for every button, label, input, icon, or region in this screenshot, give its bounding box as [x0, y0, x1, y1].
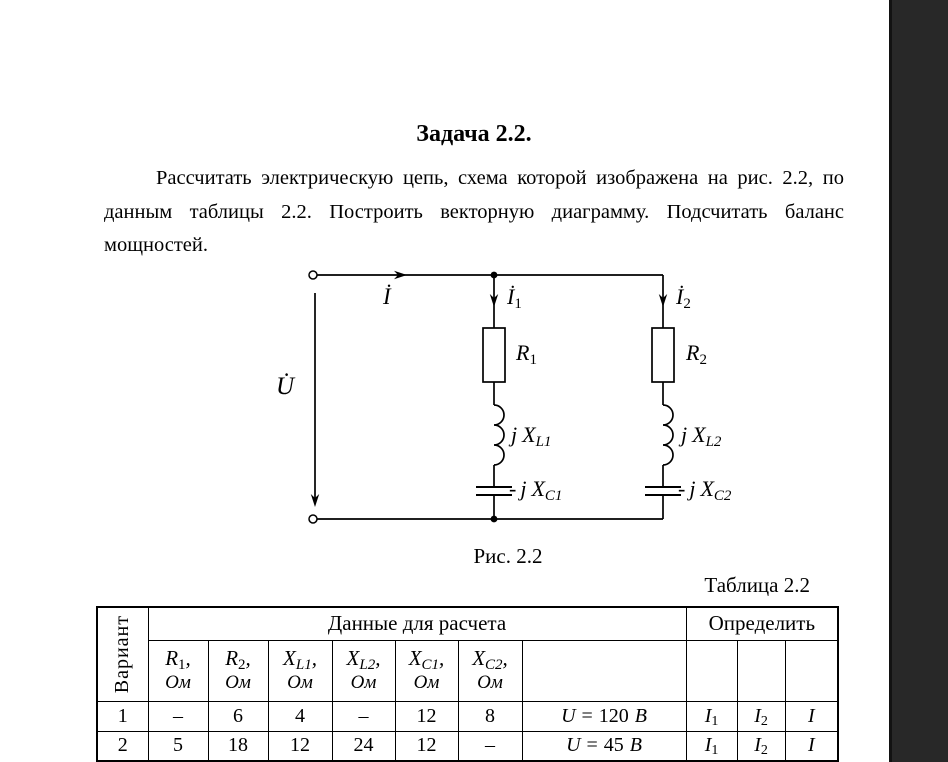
cell-determine-i1: $I_1$ [686, 701, 737, 731]
figure-caption: Рис. 2.2 [473, 544, 543, 568]
inductor-l1-symbol [494, 405, 504, 465]
cell-determine-i: I [785, 701, 838, 731]
param-header-r1: $R_1$, Ом [148, 640, 208, 701]
cell-r1: – [148, 701, 208, 731]
data-table [96, 606, 839, 762]
header-det-empty-3 [785, 640, 838, 701]
viewer-background [889, 0, 948, 762]
cell-r2: 6 [208, 701, 268, 731]
header-group-data: Данные для расчета [148, 607, 686, 640]
cell-r2: 18 [208, 731, 268, 761]
cell-xl1: 4 [268, 701, 332, 731]
resistor-r1-symbol [483, 328, 505, 382]
cell-determine-i1: $I_1$ [686, 731, 737, 761]
resistor-r2-symbol [652, 328, 674, 382]
cell-voltage: U = 45 В [522, 731, 686, 761]
param-header-xc1: $X_{C1}$, Ом [395, 640, 458, 701]
header-variant: Вариант [97, 607, 148, 701]
cell-xl1: 12 [268, 731, 332, 761]
cell-r1: 5 [148, 731, 208, 761]
cell-determine-i2: $I_2$ [737, 731, 785, 761]
cell-xc1: 12 [395, 731, 458, 761]
label-resistor-r1: $R_1$ [516, 340, 537, 368]
inductor-l2-symbol [663, 405, 673, 465]
label-resistor-r2: $R_2$ [686, 340, 707, 368]
cell-xl2: – [332, 701, 395, 731]
junction-dot-top [491, 272, 498, 279]
cell-voltage: U = 120 В [522, 701, 686, 731]
label-capacitor-xc2: - j $X_{C2}$ [678, 476, 732, 504]
cell-xc1: 12 [395, 701, 458, 731]
cell-determine-i: I [785, 731, 838, 761]
terminal-bottom [309, 515, 317, 523]
cell-determine-i2: $I_2$ [737, 701, 785, 731]
problem-statement: Рассчитать электрическую цепь, схема которой изображена на рис. 2.2, по данным таблицы 2.2. Построить векторную диаграмму. Подсчитать баланс мощностей. [104, 167, 844, 256]
terminal-top [309, 271, 317, 279]
junction-dot-bottom [491, 516, 498, 523]
label-capacitor-xc1: - j $X_{C1}$ [509, 476, 563, 504]
param-header-xl2: $X_{L2}$, Ом [332, 640, 395, 701]
page-title: Задача 2.2. [416, 121, 532, 147]
label-current-i1: $İ_1$ [507, 284, 522, 312]
header-group-determine: Определить [686, 607, 838, 640]
label-current-i2: $İ_2$ [676, 284, 691, 312]
header-voltage-empty [522, 640, 686, 701]
label-current-i: İ [383, 284, 391, 309]
label-inductor-xl1: j $X_{L1}$ [511, 422, 552, 450]
cell-xl2: 24 [332, 731, 395, 761]
header-det-empty-2 [737, 640, 785, 701]
label-voltage-u: U̇ [276, 373, 295, 400]
param-header-xl1: $X_{L1}$, Ом [268, 640, 332, 701]
cell-xc2: 8 [458, 701, 522, 731]
label-inductor-xl2: j $X_{L2}$ [681, 422, 722, 450]
param-header-xc2: $X_{C2}$, Ом [458, 640, 522, 701]
cell-variant: 1 [97, 701, 148, 731]
param-header-r2: $R_2$, Ом [208, 640, 268, 701]
cell-xc2: – [458, 731, 522, 761]
header-det-empty-1 [686, 640, 737, 701]
cell-variant: 2 [97, 731, 148, 761]
table-caption: Таблица 2.2 [704, 573, 810, 597]
